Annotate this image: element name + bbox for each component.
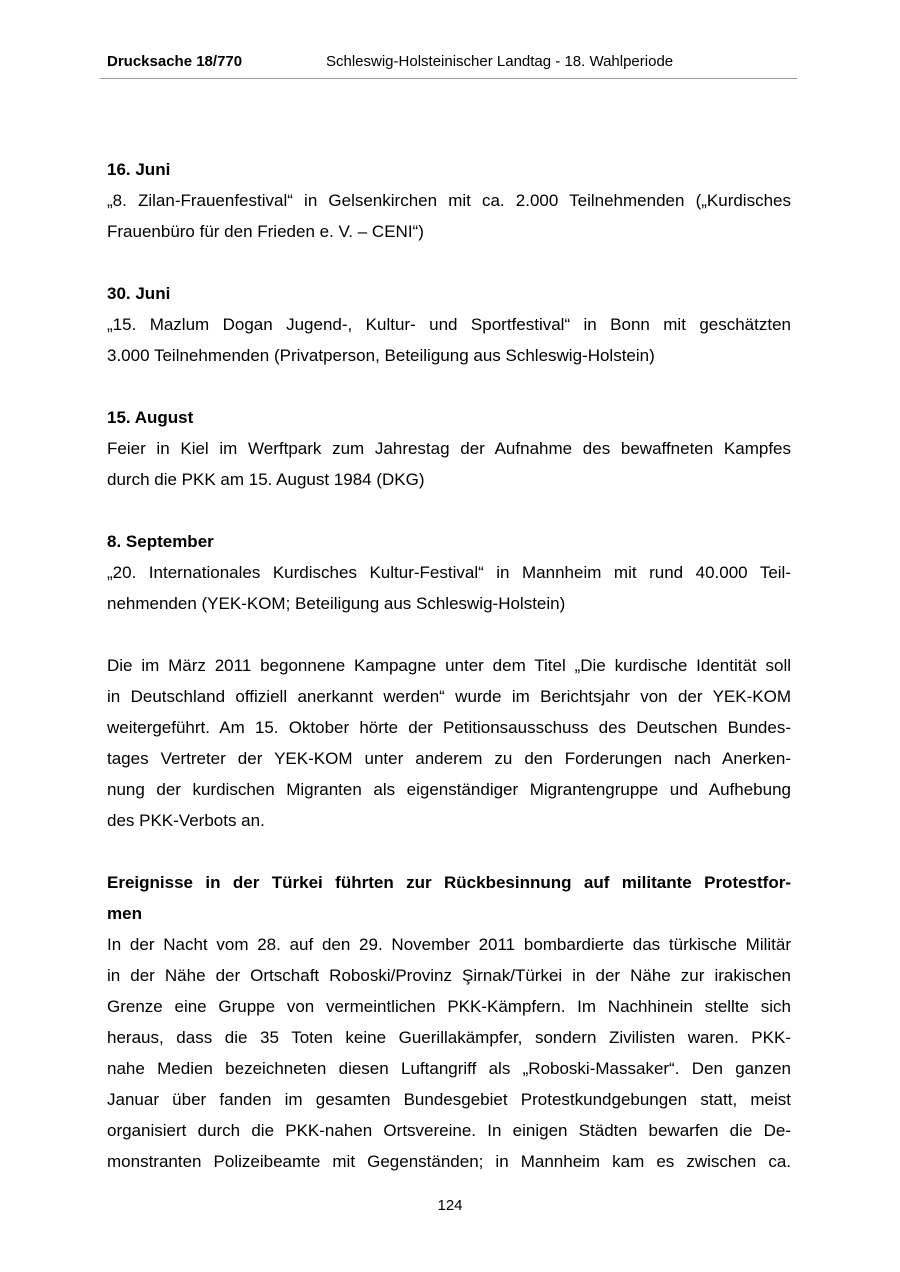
- paragraph-line: organisiert durch die PKK-nahen Ortsvereine. In einigen Städten bewarfen die De-: [107, 1121, 791, 1140]
- section-heading: men: [107, 904, 142, 923]
- parliament-title: Schleswig-Holsteinischer Landtag - 18. Wahlperiode: [326, 53, 674, 70]
- event-text-line: Feier in Kiel im Werftpark zum Jahrestag der Aufnahme des bewaffneten Kampfes: [107, 439, 791, 458]
- event-text-line: nehmenden (YEK-KOM; Beteiligung aus Schleswig-Holstein): [107, 594, 566, 613]
- paragraph-line: in Deutschland offiziell anerkannt werden“ wurde im Berichtsjahr von der YEK-KOM: [107, 687, 791, 706]
- event-text-line: „8. Zilan-Frauenfestival“ in Gelsenkirchen mit ca. 2.000 Teilnehmenden („Kurdisches: [107, 191, 791, 210]
- campaign-paragraph: [107, 650, 791, 836]
- event-entry: [107, 278, 791, 371]
- page-content: [107, 154, 791, 1177]
- paragraph-line: in der Nähe der Ortschaft Roboski/Provinz Şirnak/Türkei in der Nähe zur irakischen: [107, 966, 791, 985]
- paragraph-line: des PKK-Verbots an.: [107, 811, 265, 830]
- event-text-line: Frauenbüro für den Frieden e. V. – CENI“): [107, 222, 424, 241]
- event-text-line: 3.000 Teilnehmenden (Privatperson, Beteiligung aus Schleswig-Holstein): [107, 346, 655, 365]
- event-entry: [107, 526, 791, 619]
- page-number: 124: [437, 1197, 463, 1214]
- event-text-line: durch die PKK am 15. August 1984 (DKG): [107, 470, 425, 489]
- paragraph-line: tages Vertreter der YEK-KOM unter anderem zu den Forderungen nach Anerken-: [107, 749, 791, 768]
- event-date: 30. Juni: [107, 284, 171, 303]
- event-date: 16. Juni: [107, 160, 171, 179]
- paragraph-line: nahe Medien bezeichneten diesen Luftangriff als „Roboski-Massaker“. Den ganzen: [107, 1059, 791, 1078]
- event-entry: [107, 154, 791, 247]
- event-date: 15. August: [107, 408, 194, 427]
- paragraph-line: monstranten Polizeibeamte mit Gegenständen; in Mannheim kam es zwischen ca.: [107, 1152, 791, 1171]
- document-number: Drucksache 18/770: [107, 53, 243, 70]
- event-date: 8. September: [107, 532, 214, 551]
- event-text-line: „20. Internationales Kurdisches Kultur-Festival“ in Mannheim mit rund 40.000 Teil-: [107, 563, 791, 582]
- event-entry: [107, 402, 791, 495]
- event-text-line: „15. Mazlum Dogan Jugend-, Kultur- und Sportfestival“ in Bonn mit geschätzten: [107, 315, 791, 334]
- paragraph-line: heraus, dass die 35 Toten keine Guerillakämpfer, sondern Zivilisten waren. PKK-: [107, 1028, 791, 1047]
- section-turkey: [107, 867, 791, 1177]
- paragraph-line: Januar über fanden im gesamten Bundesgebiet Protestkundgebungen statt, meist: [107, 1090, 791, 1109]
- paragraph-line: Grenze eine Gruppe von vermeintlichen PKK-Kämpfern. Im Nachhinein stellte sich: [107, 997, 791, 1016]
- section-heading: Ereignisse in der Türkei führten zur Rückbesinnung auf militante Protestfor-: [107, 873, 791, 892]
- paragraph-line: In der Nacht vom 28. auf den 29. November 2011 bombardierte das türkische Militär: [107, 935, 791, 954]
- paragraph-line: weitergeführt. Am 15. Oktober hörte der Petitionsausschuss des Deutschen Bundes-: [107, 718, 791, 737]
- paragraph-line: nung der kurdischen Migranten als eigenständiger Migrantengruppe und Aufhebung: [107, 780, 791, 799]
- page-header: [100, 52, 797, 79]
- paragraph-line: Die im März 2011 begonnene Kampagne unter dem Titel „Die kurdische Identität soll: [107, 656, 791, 675]
